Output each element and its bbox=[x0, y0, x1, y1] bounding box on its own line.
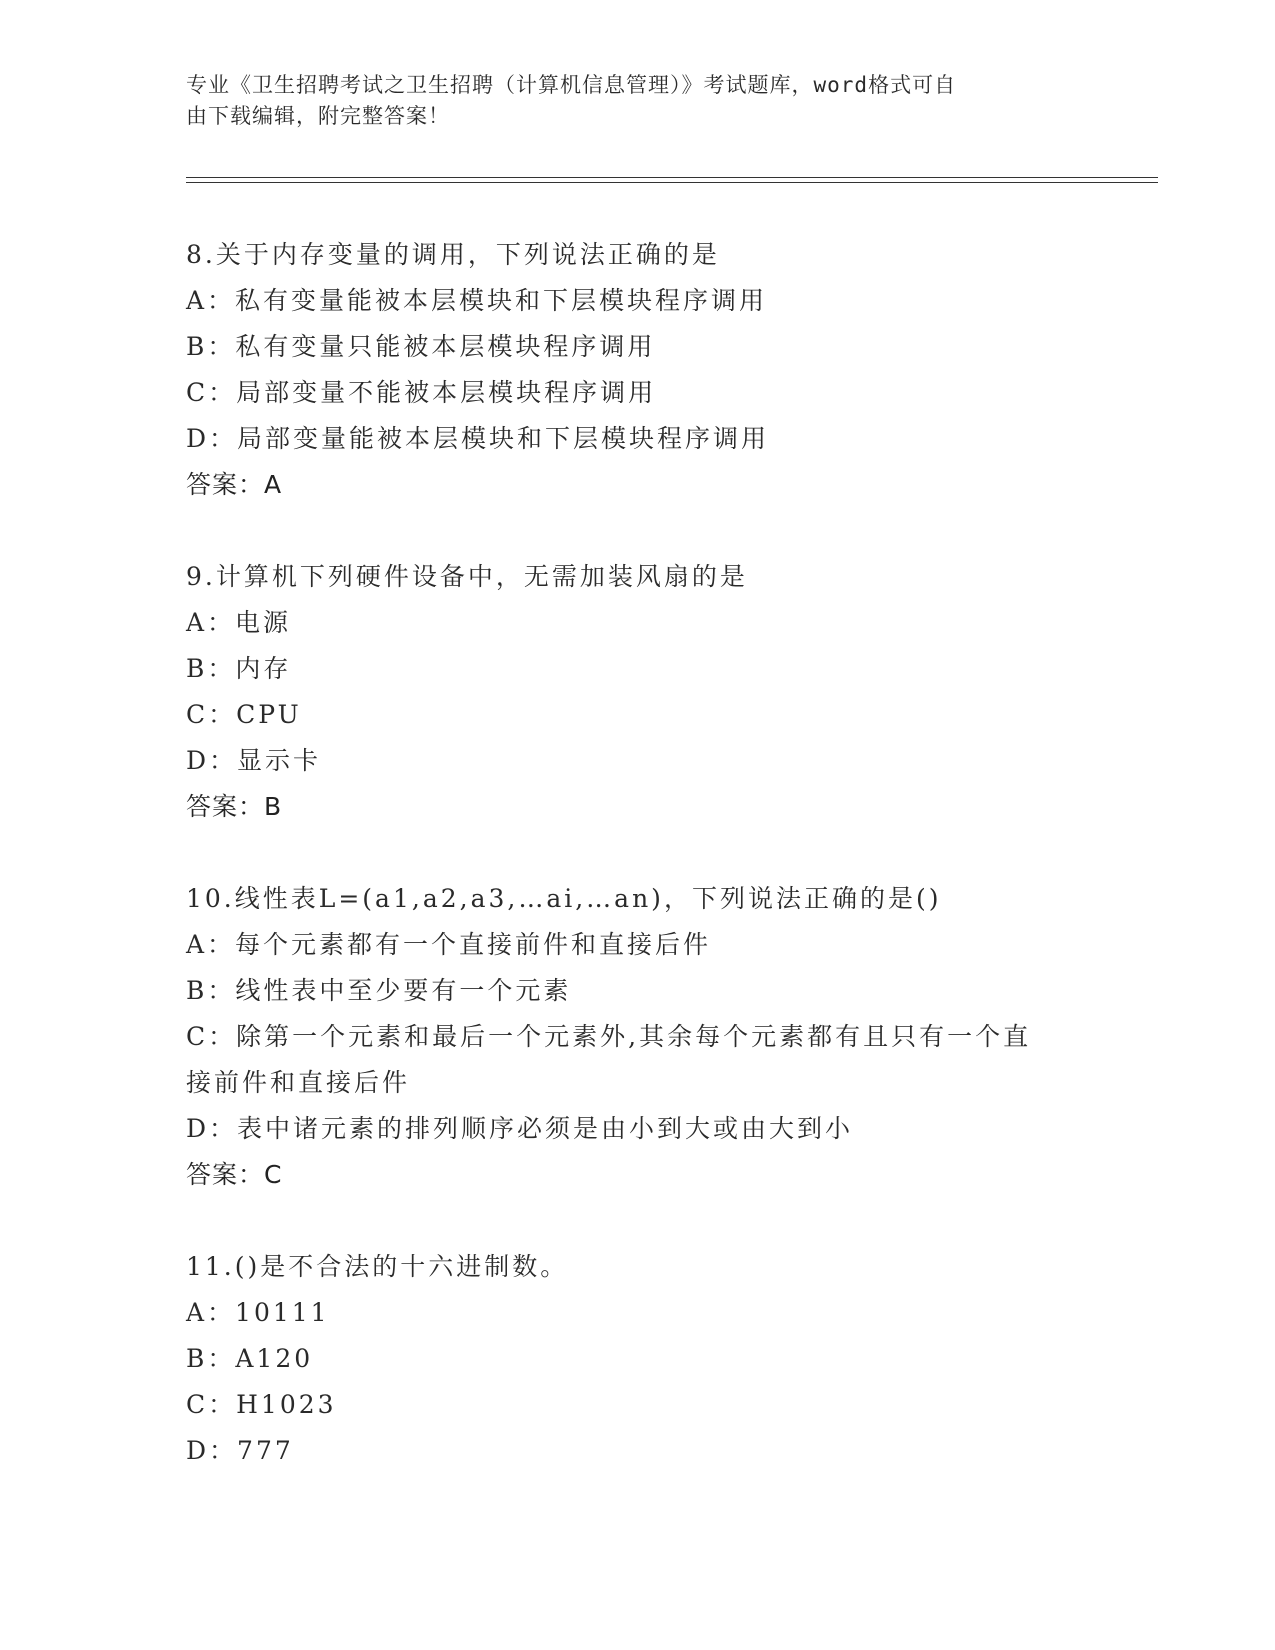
option-d: D：表中诸元素的排列顺序必须是由小到大或由大到小 bbox=[186, 1114, 854, 1143]
question-stem: 8.关于内存变量的调用，下列说法正确的是 bbox=[186, 240, 720, 269]
option-c: C：CPU bbox=[186, 700, 302, 729]
answer-label: 答案：C bbox=[186, 1160, 283, 1189]
question-8 bbox=[186, 232, 1146, 508]
document-header bbox=[186, 70, 1066, 132]
question-11 bbox=[186, 1244, 1146, 1474]
header-divider-bottom bbox=[186, 182, 1158, 183]
option-c: C：H1023 bbox=[186, 1390, 337, 1419]
option-a: A：私有变量能被本层模块和下层模块程序调用 bbox=[186, 286, 768, 315]
header-line-2: 由下载编辑，附完整答案！ bbox=[186, 104, 450, 128]
option-a: A：电源 bbox=[186, 608, 292, 637]
question-list bbox=[186, 232, 1146, 1520]
option-c: C：局部变量不能被本层模块程序调用 bbox=[186, 378, 657, 407]
answer-label: 答案：A bbox=[186, 470, 283, 499]
question-stem: 11.()是不合法的十六进制数。 bbox=[186, 1252, 569, 1281]
header-line-1: 专业《卫生招聘考试之卫生招聘（计算机信息管理）》考试题库，word格式可自 bbox=[186, 73, 957, 97]
option-a: A：10111 bbox=[186, 1298, 330, 1327]
question-10 bbox=[186, 876, 1146, 1198]
option-b: B：私有变量只能被本层模块程序调用 bbox=[186, 332, 656, 361]
option-a: A：每个元素都有一个直接前件和直接后件 bbox=[186, 930, 712, 959]
header-divider-top bbox=[186, 177, 1158, 178]
option-b: B：内存 bbox=[186, 654, 292, 683]
option-d: D：局部变量能被本层模块和下层模块程序调用 bbox=[186, 424, 770, 453]
question-9 bbox=[186, 554, 1146, 830]
question-stem: 10.线性表L=(a1,a2,a3,…ai,…an)，下列说法正确的是() bbox=[186, 884, 942, 913]
option-d: D：显示卡 bbox=[186, 746, 322, 775]
option-b: B：A120 bbox=[186, 1344, 314, 1373]
answer-label: 答案：B bbox=[186, 792, 283, 821]
option-c: C：除第一个元素和最后一个元素外,其余每个元素都有且只有一个直接前件和直接后件 bbox=[186, 1022, 1032, 1097]
question-stem: 9.计算机下列硬件设备中，无需加装风扇的是 bbox=[186, 562, 748, 591]
option-b: B：线性表中至少要有一个元素 bbox=[186, 976, 572, 1005]
option-d: D：777 bbox=[186, 1436, 294, 1465]
